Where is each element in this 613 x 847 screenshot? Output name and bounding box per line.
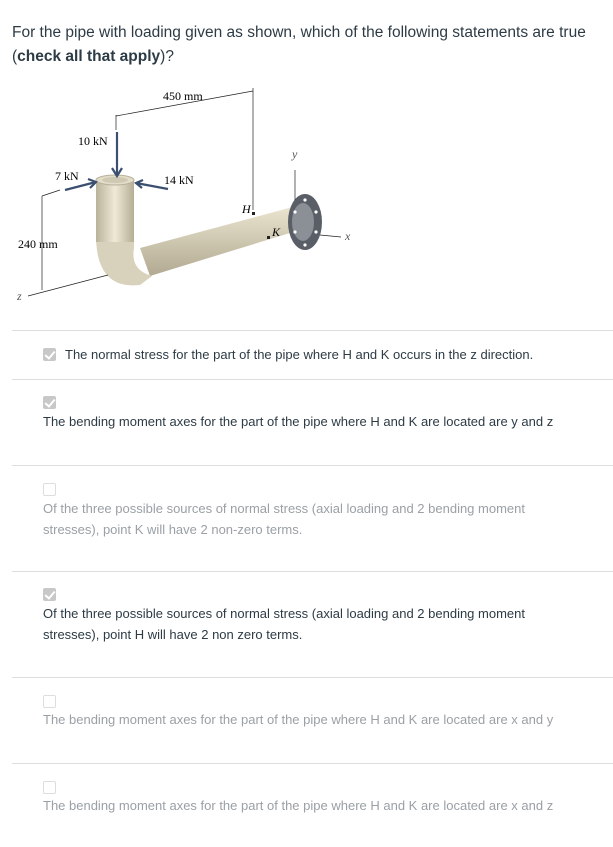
load-14-label: 14 kN	[164, 173, 194, 187]
option-text: The normal stress for the part of the pipe where H and K occurs in the z direction.	[65, 347, 534, 362]
question-emphasis: check all that apply	[17, 48, 161, 65]
pipe-horizontal	[140, 205, 306, 276]
axis-x-label: x	[345, 229, 351, 243]
pipe-vertical	[96, 180, 134, 242]
question-text	[12, 21, 612, 69]
dim-240: 240 mm	[18, 237, 58, 251]
answer-option-6[interactable]	[12, 763, 613, 847]
dim-450: 450 mm	[163, 89, 203, 103]
option-text: The bending moment axes for the part of the pipe where H and K are located are y and z	[43, 414, 554, 429]
answer-option-5[interactable]	[12, 677, 613, 764]
option-text: Of the three possible sources of normal stress (axial loading and 2 bending moment stresses), point H will have 2 non zero terms.	[43, 606, 525, 642]
option-text: Of the three possible sources of normal stress (axial loading and 2 bending moment stresses), point K will have 2 non-zero terms.	[43, 501, 525, 537]
checkbox-checked[interactable]	[43, 396, 56, 409]
checkbox-unchecked[interactable]	[43, 695, 56, 708]
question-suffix: )?	[160, 48, 174, 65]
pipe-elbow	[96, 235, 152, 285]
question-prefix: For the pipe with loading given as shown, which of the following statements are true (	[12, 24, 586, 65]
pipe-figure	[0, 80, 380, 310]
checkbox-unchecked[interactable]	[43, 781, 56, 794]
answer-option-3[interactable]	[12, 465, 613, 572]
option-text: The bending moment axes for the part of the pipe where H and K are located are x and z	[43, 798, 554, 813]
checkbox-unchecked[interactable]	[43, 483, 56, 496]
load-10-label: 10 kN	[78, 134, 108, 148]
point-k-label: K	[272, 225, 281, 239]
checkbox-checked[interactable]	[43, 588, 56, 601]
option-text: The bending moment axes for the part of the pipe where H and K are located are x and y	[43, 712, 554, 727]
checkbox-checked[interactable]	[43, 348, 56, 361]
answer-option-1[interactable]	[12, 330, 613, 380]
answer-option-4[interactable]	[12, 571, 613, 678]
point-h-label: H	[242, 202, 251, 216]
answer-option-2[interactable]	[12, 379, 613, 466]
axis-z-label: z	[17, 289, 22, 303]
load-7-label: 7 kN	[55, 169, 79, 183]
axis-y-label: y	[292, 147, 298, 161]
